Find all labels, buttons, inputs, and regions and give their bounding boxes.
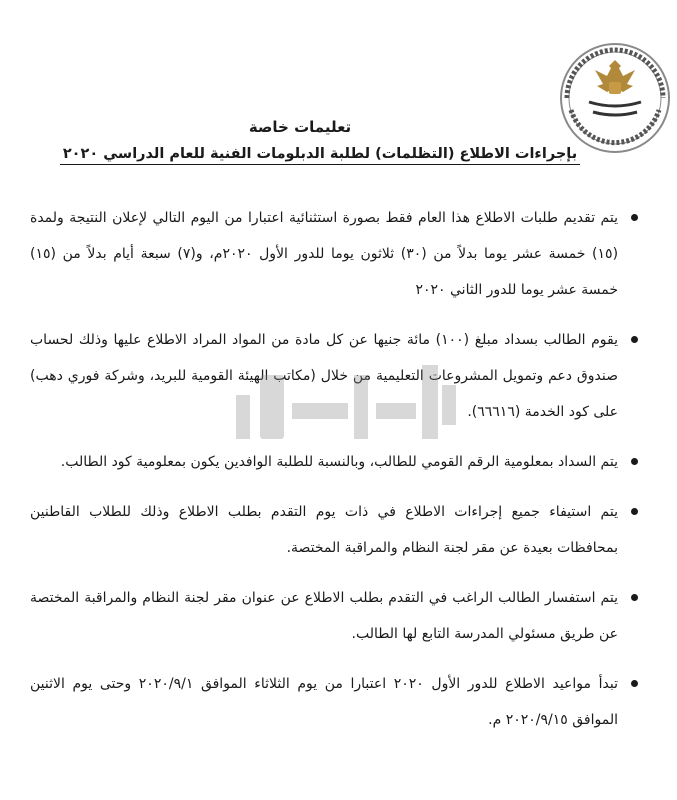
ministry-seal-logo [545,40,677,160]
list-item [30,666,640,738]
bullet-icon [631,594,638,601]
document-title: تعليمات خاصة [248,118,352,136]
bullet-icon [631,214,638,221]
list-item [30,444,640,480]
list-item [30,200,640,308]
list-item [30,580,640,652]
eagle-emblem-icon [595,60,635,94]
bullet-icon [631,680,638,687]
list-item-text: تبدأ مواعيد الاطلاع للدور الأول ٢٠٢٠ اعتبارا من يوم الثلاثاء الموافق ٢٠٢٠/٩/١ وحتى يوم الاثنين الموافق ٢٠٢٠/٩/١٥ م. [30,676,618,728]
list-item-text: يتم استفسار الطالب الراغب في التقدم بطلب الاطلاع عن عنوان مقر لجنة النظام والمراقبة المختصة عن طريق مسئولي المدرسة التابع لها الطالب. [30,590,618,642]
bullet-icon [631,336,638,343]
instructions-list [30,200,640,738]
document-subtitle: بإجراءات الاطلاع (التظلمات) لطلبة الدبلومات الفنية للعام الدراسي ٢٠٢٠ [60,146,580,165]
list-item [30,322,640,430]
list-item-text: يتم السداد بمعلومية الرقم القومي للطالب، وبالنسبة للطلبة الوافدين يكون بمعلومية كود الطالب. [60,454,618,470]
bullet-icon [631,508,638,515]
list-item-text: يقوم الطالب بسداد مبلغ (١٠٠) مائة جنيها عن كل مادة من المواد المراد الاطلاع عليها وذلك لحساب صندوق دعم وتمويل المشروعات التعليمية من خلال (مكاتب الهيئة القومية للبريد، وشركة فوري دهب) على كود الخدمة (٦٦٦١٦). [30,332,618,420]
bullet-icon [631,458,638,465]
list-item-text: يتم استيفاء جميع إجراءات الاطلاع في ذات يوم التقدم بطلب الاطلاع وذلك للطلاب القاطنين بمحافظات بعيدة عن مقر لجنة النظام والمراقبة المختصة. [30,504,618,556]
list-item-text: يتم تقديم طلبات الاطلاع هذا العام فقط بصورة استثنائية اعتبارا من اليوم التالي لإعلان النتيجة ولمدة (١٥) خمسة عشر يوما بدلاً من (٣٠) ثلاثون يوما للدور الأول ٢٠٢٠م، و(٧) سبعة أيام بدلاً من (١٥) خمسة عشر يوما للدور الثاني ٢٠٢٠ [30,210,619,298]
list-item [30,494,640,566]
